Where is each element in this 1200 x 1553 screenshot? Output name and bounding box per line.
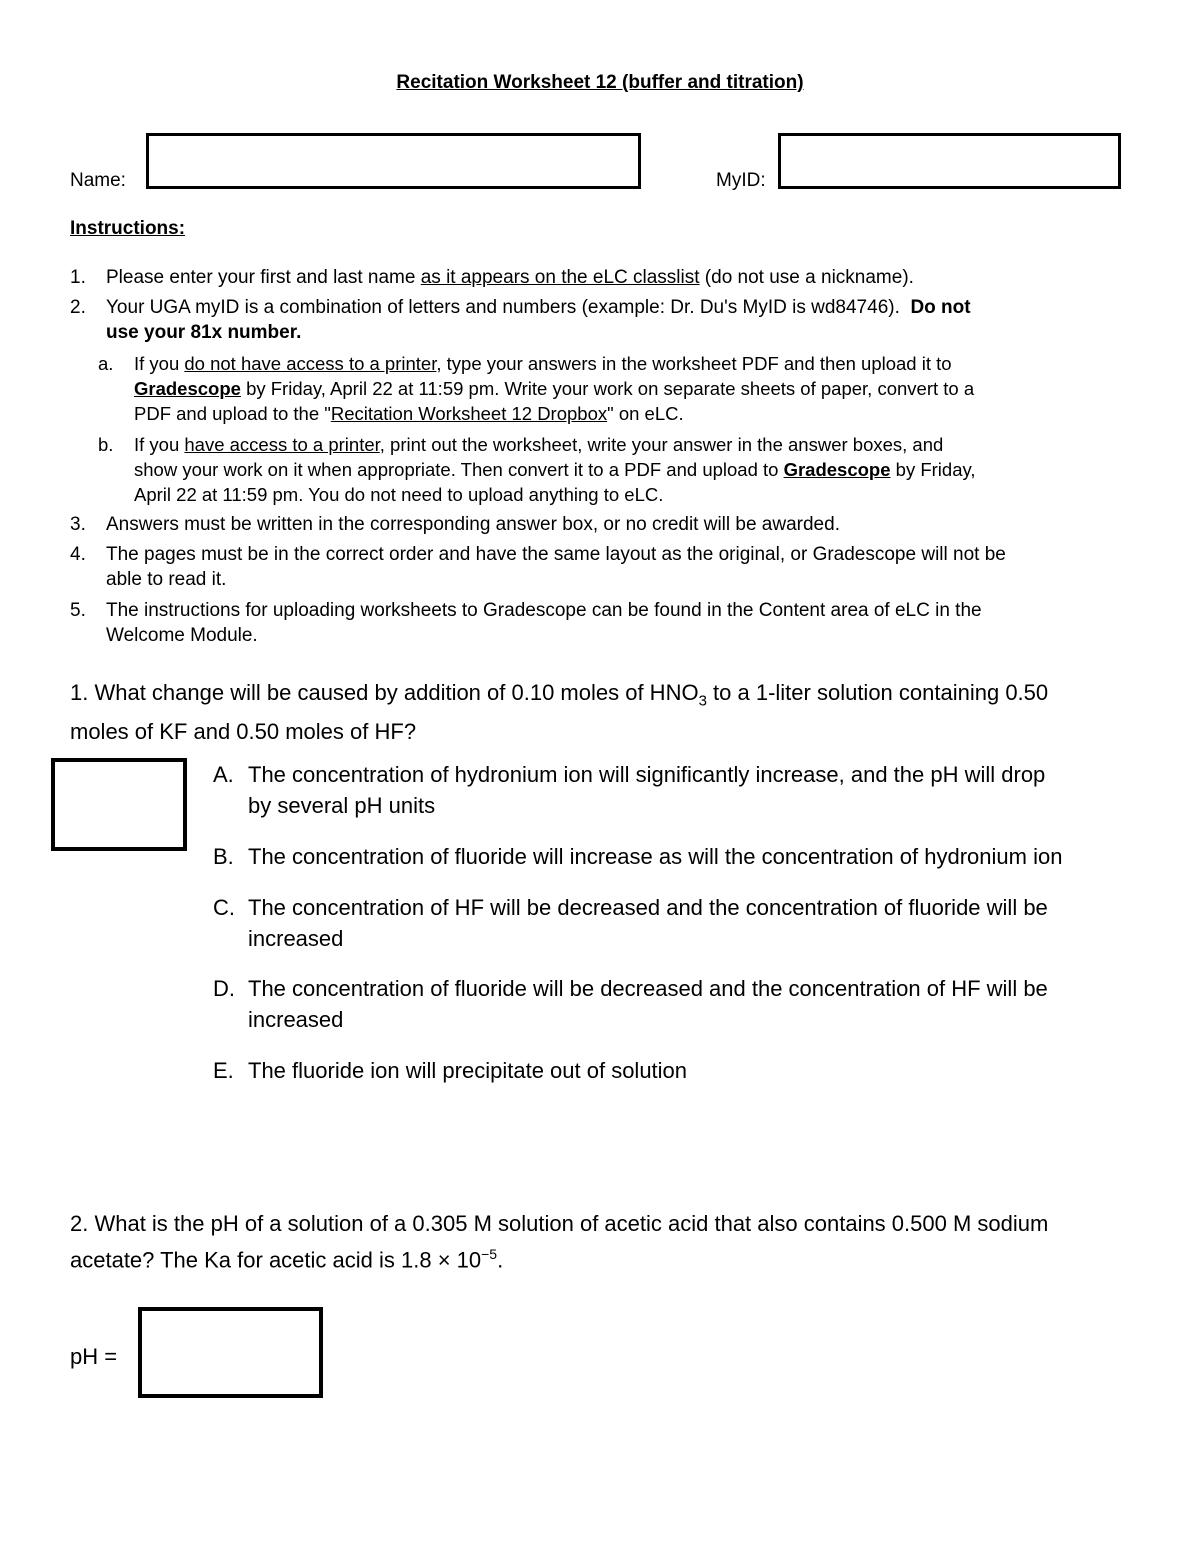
list-letter: a. (98, 353, 114, 374)
q1-option-a: A. The concentration of hydronium ion will significantly increase, and the pH will drop by several pH units (213, 762, 1046, 818)
instruction-text: Gradescope by Friday, April 22 at 11:59 pm. Write your work on separate sheets of paper, convert to a (134, 378, 975, 399)
instruction-text: PDF and upload to the "Recitation Worksheet 12 Dropbox" on eLC. (134, 403, 684, 424)
myid-answer-box[interactable] (778, 133, 1121, 189)
question-2 (70, 1208, 1160, 1275)
q1-option-d: D. The concentration of fluoride will be decreased and the concentration of HF will be increased (213, 976, 1048, 1032)
instruction-item-4 (70, 542, 1150, 592)
list-number: 5. (70, 600, 86, 621)
instruction-item-1 (70, 265, 1150, 290)
instruction-item-a (98, 351, 1158, 426)
question-1-line-1: 1. What change will be caused by addition of 0.10 moles of $HNO_3$ to a 1-liter solution containing 0.50 (70, 680, 1049, 710)
list-letter: b. (98, 434, 114, 455)
instruction-item-5 (70, 598, 1150, 648)
instruction-text: If you have access to a printer, print out the worksheet, write your answer in the answer boxes, and (134, 434, 944, 455)
gradescope-link[interactable]: Gradescope (134, 378, 241, 399)
question-2-line-2: acetate? The Ka for acetic acid is $1.8 \times 10^{-5}$. (70, 1246, 504, 1273)
name-answer-box[interactable] (146, 133, 641, 189)
myid-label: MyID: (716, 170, 766, 191)
question-2-line-1: 2. What is the pH of a solution of a 0.305 M solution of acetic acid that also contains 0.500 M sodium (70, 1211, 1049, 1236)
name-label: Name: (70, 170, 126, 191)
ph-answer-box[interactable] (138, 1307, 323, 1398)
instruction-text: Please enter your first and last name as it appears on the eLC classlist (do not use a nickname). (106, 267, 914, 288)
instruction-text-bold: use your 81x number. (106, 322, 302, 343)
q1-option-b: B. The concentration of fluoride will increase as will the concentration of hydronium ion (213, 844, 1063, 869)
instruction-text: Welcome Module. (106, 625, 258, 646)
instruction-item-2 (70, 295, 1150, 345)
instruction-item-3 (70, 512, 1150, 537)
instruction-text: Your UGA myID is a combination of letters and numbers (example: Dr. Du's MyID is wd84746). Do not (106, 297, 971, 318)
instructions-heading: Instructions: (70, 218, 186, 239)
instruction-text: Answers must be written in the corresponding answer box, or no credit will be awarded. (106, 514, 840, 535)
q1-option-e: E. The fluoride ion will precipitate out of solution (213, 1058, 688, 1083)
dropbox-link[interactable]: Recitation Worksheet 12 Dropbox (330, 403, 608, 424)
worksheet-title: Recitation Worksheet 12 (buffer and titration) (396, 72, 804, 93)
list-number: 4. (70, 544, 86, 565)
instruction-text: April 22 at 11:59 pm. You do not need to upload anything to eLC. (134, 484, 664, 505)
instruction-text: The instructions for uploading worksheets to Gradescope can be found in the Content area of eLC in the (106, 600, 982, 621)
list-number: 2. (70, 297, 86, 318)
ph-answer-label: pH = (70, 1344, 118, 1369)
instruction-text: show your work on it when appropriate. Then convert it to a PDF and upload to Gradescope by Friday, (134, 459, 976, 480)
instruction-text: The pages must be in the correct order and have the same layout as the original, or Gradescope will not be (106, 544, 1006, 565)
q1-answer-box[interactable] (51, 758, 187, 851)
instruction-text: able to read it. (106, 569, 227, 590)
question-1-line-2: moles of KF and 0.50 moles of HF? (70, 719, 417, 745)
question-1 (70, 677, 1150, 747)
gradescope-link[interactable]: Gradescope (783, 459, 891, 480)
instruction-text: If you do not have access to a printer, type your answers in the worksheet PDF and then upload it to (134, 353, 952, 374)
q1-option-c: C. The concentration of HF will be decreased and the concentration of fluoride will be increased (213, 895, 1048, 951)
instruction-item-b (98, 432, 1158, 507)
list-number: 3. (70, 514, 86, 535)
list-number: 1. (70, 267, 86, 288)
